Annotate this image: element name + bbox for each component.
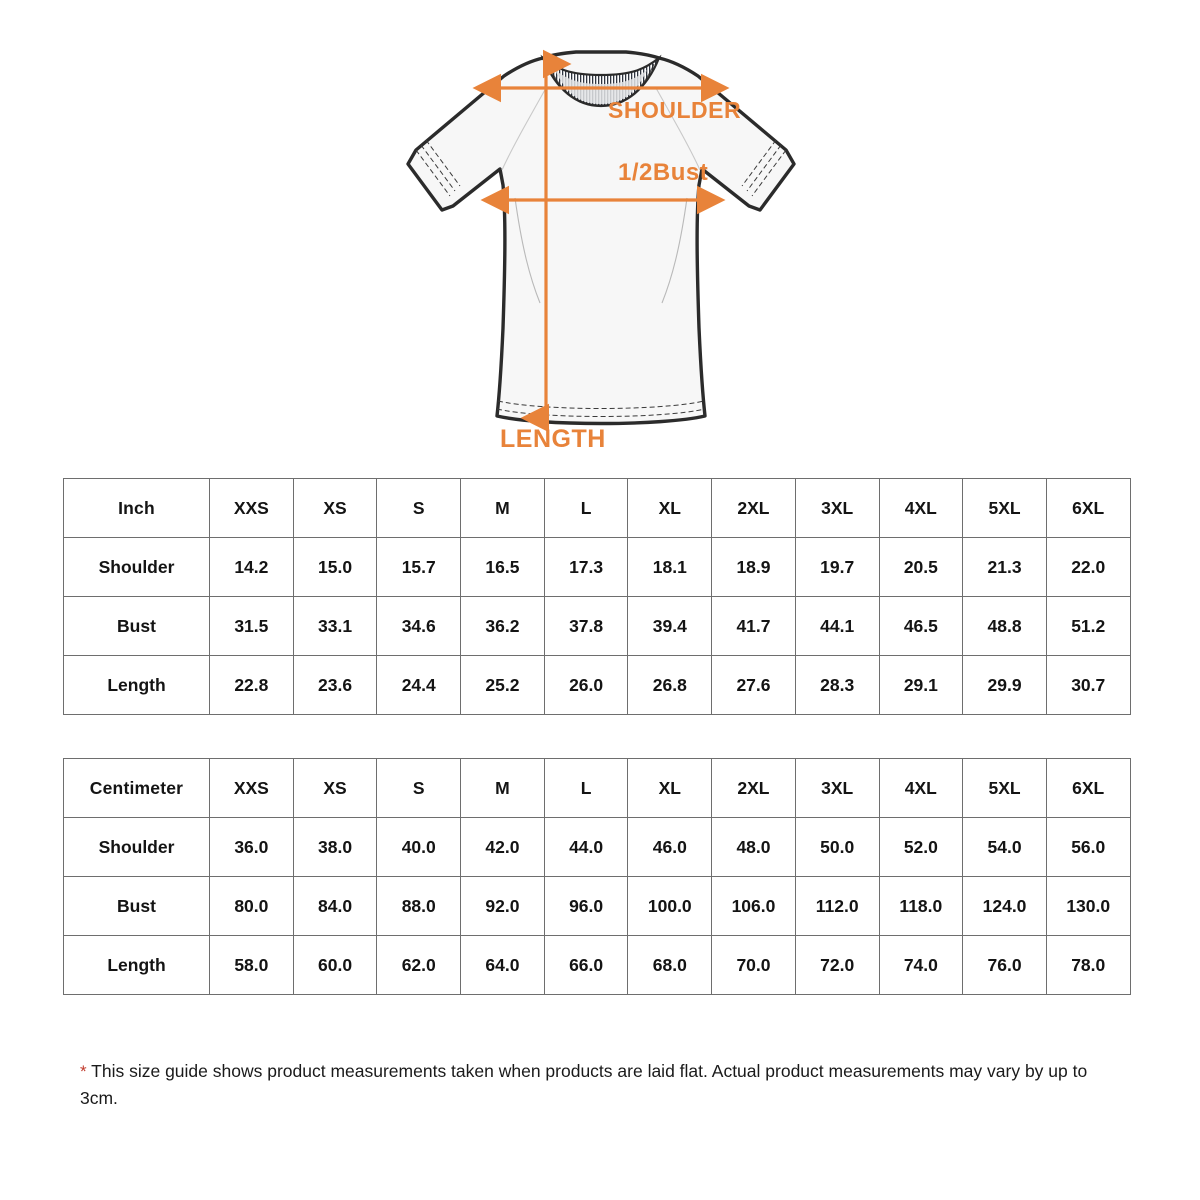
row-label-length: Length bbox=[64, 656, 210, 715]
cell-inch-bust-4xl: 46.5 bbox=[879, 597, 963, 656]
cell-inch-bust-s: 34.6 bbox=[377, 597, 461, 656]
table-row bbox=[64, 936, 1131, 995]
cell-inch-bust-5xl: 48.8 bbox=[963, 597, 1047, 656]
size-header-4xl: 4XL bbox=[879, 479, 963, 538]
row-label-shoulder: Shoulder bbox=[64, 538, 210, 597]
size-header-xxs: XXS bbox=[210, 479, 294, 538]
cell-inch-length-6xl: 30.7 bbox=[1046, 656, 1130, 715]
cell-inch-length-2xl: 27.6 bbox=[712, 656, 796, 715]
cell-cm-bust-xxs: 80.0 bbox=[210, 877, 294, 936]
cell-inch-length-3xl: 28.3 bbox=[795, 656, 879, 715]
cell-cm-length-5xl: 76.0 bbox=[963, 936, 1047, 995]
cell-inch-shoulder-xs: 15.0 bbox=[293, 538, 377, 597]
size-header-4xl: 4XL bbox=[879, 759, 963, 818]
size-header-5xl: 5XL bbox=[963, 479, 1047, 538]
cell-inch-shoulder-4xl: 20.5 bbox=[879, 538, 963, 597]
cell-cm-length-s: 62.0 bbox=[377, 936, 461, 995]
cell-inch-shoulder-s: 15.7 bbox=[377, 538, 461, 597]
cell-cm-length-xxs: 58.0 bbox=[210, 936, 294, 995]
cell-inch-shoulder-5xl: 21.3 bbox=[963, 538, 1047, 597]
size-header-3xl: 3XL bbox=[795, 479, 879, 538]
cell-cm-shoulder-m: 42.0 bbox=[461, 818, 545, 877]
footnote-asterisk: * bbox=[80, 1062, 87, 1081]
cell-inch-bust-6xl: 51.2 bbox=[1046, 597, 1130, 656]
cell-inch-shoulder-m: 16.5 bbox=[461, 538, 545, 597]
table-header-row bbox=[64, 479, 1131, 538]
table-row bbox=[64, 818, 1131, 877]
cell-inch-length-4xl: 29.1 bbox=[879, 656, 963, 715]
cell-cm-shoulder-5xl: 54.0 bbox=[963, 818, 1047, 877]
cell-inch-bust-3xl: 44.1 bbox=[795, 597, 879, 656]
bust-label: 1/2Bust bbox=[618, 159, 709, 186]
size-table-centimeter bbox=[63, 758, 1131, 995]
cell-cm-shoulder-l: 44.0 bbox=[544, 818, 628, 877]
cell-inch-bust-m: 36.2 bbox=[461, 597, 545, 656]
table-row bbox=[64, 877, 1131, 936]
cell-inch-shoulder-3xl: 19.7 bbox=[795, 538, 879, 597]
cell-cm-length-m: 64.0 bbox=[461, 936, 545, 995]
size-header-6xl: 6XL bbox=[1046, 759, 1130, 818]
size-header-2xl: 2XL bbox=[712, 479, 796, 538]
cell-inch-shoulder-2xl: 18.9 bbox=[712, 538, 796, 597]
cell-cm-length-6xl: 78.0 bbox=[1046, 936, 1130, 995]
size-header-s: S bbox=[377, 479, 461, 538]
unit-header-inch: Inch bbox=[64, 479, 210, 538]
size-header-3xl: 3XL bbox=[795, 759, 879, 818]
unit-header-centimeter: Centimeter bbox=[64, 759, 210, 818]
size-header-2xl: 2XL bbox=[712, 759, 796, 818]
cell-inch-length-5xl: 29.9 bbox=[963, 656, 1047, 715]
row-label-shoulder: Shoulder bbox=[64, 818, 210, 877]
cell-cm-shoulder-xl: 46.0 bbox=[628, 818, 712, 877]
cell-inch-length-xs: 23.6 bbox=[293, 656, 377, 715]
size-header-m: M bbox=[461, 479, 545, 538]
cell-cm-bust-l: 96.0 bbox=[544, 877, 628, 936]
row-label-bust: Bust bbox=[64, 877, 210, 936]
cell-cm-length-xl: 68.0 bbox=[628, 936, 712, 995]
cell-cm-length-3xl: 72.0 bbox=[795, 936, 879, 995]
cell-cm-shoulder-xxs: 36.0 bbox=[210, 818, 294, 877]
size-header-xl: XL bbox=[628, 759, 712, 818]
table-row bbox=[64, 656, 1131, 715]
shoulder-label: SHOULDER bbox=[608, 97, 742, 123]
cell-cm-bust-5xl: 124.0 bbox=[963, 877, 1047, 936]
cell-inch-shoulder-xl: 18.1 bbox=[628, 538, 712, 597]
cell-inch-shoulder-6xl: 22.0 bbox=[1046, 538, 1130, 597]
size-header-6xl: 6XL bbox=[1046, 479, 1130, 538]
cell-inch-shoulder-xxs: 14.2 bbox=[210, 538, 294, 597]
cell-cm-length-4xl: 74.0 bbox=[879, 936, 963, 995]
cell-cm-shoulder-s: 40.0 bbox=[377, 818, 461, 877]
cell-inch-bust-xl: 39.4 bbox=[628, 597, 712, 656]
length-label: LENGTH bbox=[500, 425, 606, 452]
cell-cm-shoulder-6xl: 56.0 bbox=[1046, 818, 1130, 877]
cell-cm-bust-s: 88.0 bbox=[377, 877, 461, 936]
cell-cm-bust-3xl: 112.0 bbox=[795, 877, 879, 936]
cell-inch-length-l: 26.0 bbox=[544, 656, 628, 715]
cell-inch-bust-xs: 33.1 bbox=[293, 597, 377, 656]
cell-inch-length-xl: 26.8 bbox=[628, 656, 712, 715]
cell-cm-bust-6xl: 130.0 bbox=[1046, 877, 1130, 936]
size-header-xxs: XXS bbox=[210, 759, 294, 818]
row-label-length: Length bbox=[64, 936, 210, 995]
cell-inch-length-xxs: 22.8 bbox=[210, 656, 294, 715]
cell-inch-bust-l: 37.8 bbox=[544, 597, 628, 656]
size-header-l: L bbox=[544, 759, 628, 818]
cell-cm-shoulder-2xl: 48.0 bbox=[712, 818, 796, 877]
table-row bbox=[64, 597, 1131, 656]
cell-cm-shoulder-4xl: 52.0 bbox=[879, 818, 963, 877]
cell-cm-bust-4xl: 118.0 bbox=[879, 877, 963, 936]
tshirt-diagram bbox=[370, 28, 832, 452]
cell-inch-length-s: 24.4 bbox=[377, 656, 461, 715]
cell-cm-bust-xl: 100.0 bbox=[628, 877, 712, 936]
cell-inch-bust-xxs: 31.5 bbox=[210, 597, 294, 656]
cell-cm-bust-2xl: 106.0 bbox=[712, 877, 796, 936]
size-header-5xl: 5XL bbox=[963, 759, 1047, 818]
footnote-text: This size guide shows product measurements taken when products are laid flat. Actual product measurements may vary by up to 3cm. bbox=[80, 1061, 1088, 1109]
cell-cm-length-xs: 60.0 bbox=[293, 936, 377, 995]
cell-cm-bust-xs: 84.0 bbox=[293, 877, 377, 936]
cell-cm-shoulder-3xl: 50.0 bbox=[795, 818, 879, 877]
table-row bbox=[64, 538, 1131, 597]
size-header-xs: XS bbox=[293, 759, 377, 818]
size-header-l: L bbox=[544, 479, 628, 538]
row-label-bust: Bust bbox=[64, 597, 210, 656]
size-header-s: S bbox=[377, 759, 461, 818]
size-table-inch bbox=[63, 478, 1131, 715]
cell-inch-shoulder-l: 17.3 bbox=[544, 538, 628, 597]
table-header-row bbox=[64, 759, 1131, 818]
cell-inch-bust-2xl: 41.7 bbox=[712, 597, 796, 656]
footnote bbox=[80, 1058, 1125, 1112]
cell-cm-length-l: 66.0 bbox=[544, 936, 628, 995]
cell-inch-length-m: 25.2 bbox=[461, 656, 545, 715]
cell-cm-bust-m: 92.0 bbox=[461, 877, 545, 936]
size-header-xs: XS bbox=[293, 479, 377, 538]
cell-cm-length-2xl: 70.0 bbox=[712, 936, 796, 995]
size-header-m: M bbox=[461, 759, 545, 818]
size-header-xl: XL bbox=[628, 479, 712, 538]
cell-cm-shoulder-xs: 38.0 bbox=[293, 818, 377, 877]
tshirt-diagram-area bbox=[0, 0, 1200, 462]
